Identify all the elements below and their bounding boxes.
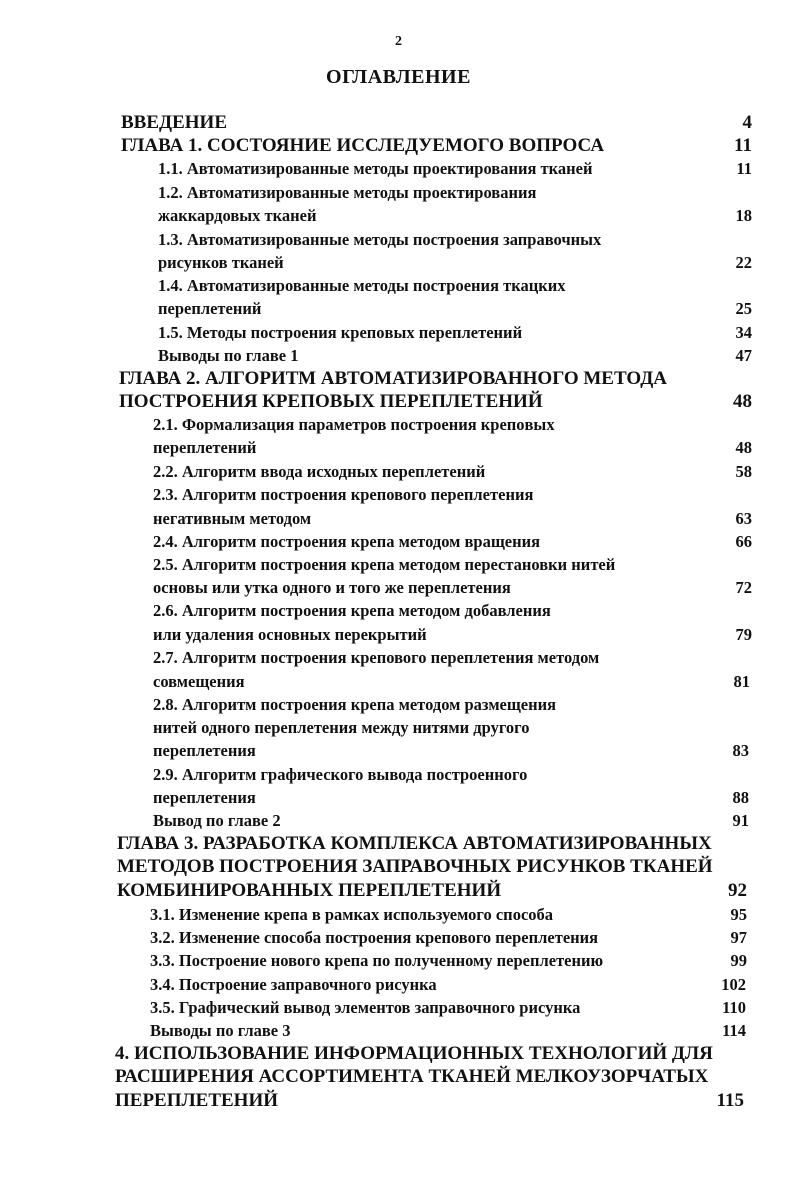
- toc-page-number: 79: [735, 625, 752, 644]
- toc-entry-2-8: 2.8. Алгоритм построения крепа методом размещения: [153, 695, 557, 714]
- toc-page-number: 25: [735, 299, 752, 318]
- toc-page-number: 48: [733, 391, 752, 412]
- toc-entry-3-3: 3.3. Построение нового крепа по полученному переплетению: [150, 951, 604, 970]
- toc-entry-2-5: 2.5. Алгоритм построения крепа методом перестановки нитей: [153, 555, 616, 574]
- toc-entry-chapter-2-cont: ПОСТРОЕНИЯ КРЕПОВЫХ ПЕРЕПЛЕТЕНИЙ: [119, 391, 543, 412]
- toc-entry-2-8-cont-2: переплетения: [153, 741, 256, 760]
- toc-entry-3-5: 3.5. Графический вывод элементов заправочного рисунка: [150, 998, 581, 1017]
- toc-entry-2-7: 2.7. Алгоритм построения крепового переплетения методом: [153, 648, 600, 667]
- toc-entry-chapter-4: 4. ИСПОЛЬЗОВАНИЕ ИНФОРМАЦИОННЫХ ТЕХНОЛОГИЙ ДЛЯ: [115, 1043, 713, 1064]
- toc-page-number: 11: [734, 135, 752, 156]
- toc-entry-2-6: 2.6. Алгоритм построения крепа методом добавления: [153, 601, 551, 620]
- toc-page-number: 92: [728, 880, 747, 901]
- toc-entry-2-4: 2.4. Алгоритм построения крепа методом вращения: [153, 532, 541, 551]
- toc-page-number: 115: [716, 1090, 744, 1111]
- toc-entry-chapter-4-cont-2: ПЕРЕПЛЕТЕНИЙ: [115, 1090, 279, 1111]
- toc-entry-2-8-cont: нитей одного переплетения между нитями другого: [153, 718, 530, 737]
- toc-page-number: 63: [735, 509, 752, 528]
- toc-entry-2-3: 2.3. Алгоритм построения крепового переплетения: [153, 485, 534, 504]
- toc-entry-1-4: 1.4. Автоматизированные методы построения ткацких: [158, 276, 566, 295]
- toc-page-number: 81: [733, 672, 750, 691]
- toc-entry-3-1: 3.1. Изменение крепа в рамках используемого способа: [150, 905, 554, 924]
- toc-entry-2-6-cont: или удаления основных перекрытий: [153, 625, 427, 644]
- toc-entry-2-1: 2.1. Формализация параметров построения крепoвых: [153, 415, 555, 434]
- toc-entry-2-9: 2.9. Алгоритм графического вывода построенного: [153, 765, 528, 784]
- toc-page-number: 34: [735, 323, 752, 342]
- toc-page-number: 114: [722, 1021, 746, 1040]
- toc-page-number: 72: [735, 578, 752, 597]
- toc-entry-2-5-cont: основы или утка одного и того же переплетения: [153, 578, 511, 597]
- toc-page-number: 66: [735, 532, 752, 551]
- toc-entry-2-2: 2.2. Алгоритм ввода исходных переплетений: [153, 462, 486, 481]
- toc-entry-conclusions-3: Выводы по главе 3: [150, 1021, 291, 1040]
- toc-entry-chapter-1: ГЛАВА 1. СОСТОЯНИЕ ИССЛЕДУЕМОГО ВОПРОСА: [121, 135, 605, 156]
- toc-page-number: 47: [735, 346, 752, 365]
- toc-entry-conclusions-1: Выводы по главе 1: [158, 346, 299, 365]
- toc-page-number: 83: [732, 741, 749, 760]
- toc-page-number: 58: [735, 462, 752, 481]
- toc-entry-3-2: 3.2. Изменение способа построения крепового переплетения: [150, 928, 599, 947]
- toc-page-number: 91: [732, 811, 749, 830]
- toc-page-number: 22: [735, 253, 752, 272]
- toc-page-number: 48: [735, 438, 752, 457]
- toc-entry-introduction: ВВЕДЕНИЕ: [121, 112, 227, 133]
- toc-entry-chapter-3: ГЛАВА 3. РАЗРАБОТКА КОМПЛЕКСА АВТОМАТИЗИРОВАННЫХ: [117, 833, 712, 854]
- toc-entry-chapter-3-cont: МЕТОДОВ ПОСТРОЕНИЯ ЗАПРАВОЧНЫХ РИСУНКОВ ТКАНЕЙ: [117, 856, 713, 877]
- toc-entry-chapter-4-cont: РАСШИРЕНИЯ АССОРТИМЕНТА ТКАНЕЙ МЕЛКОУЗОРЧАТЫХ: [115, 1066, 709, 1087]
- toc-page-number: 18: [735, 206, 752, 225]
- toc-page-number: 88: [732, 788, 749, 807]
- toc-entry-1-2-cont: жаккардовых тканей: [158, 206, 317, 225]
- toc-entry-conclusion-2: Вывод по главе 2: [153, 811, 281, 830]
- toc-entry-chapter-3-cont-2: КОМБИНИРОВАННЫХ ПЕРЕПЛЕТЕНИЙ: [117, 880, 502, 901]
- toc-entry-1-3-cont: рисунков тканей: [158, 253, 284, 272]
- toc-entry-1-3: 1.3. Автоматизированные методы построения заправочных: [158, 230, 602, 249]
- toc-entry-2-7-cont: совмещения: [153, 672, 245, 691]
- toc-entry-chapter-2: ГЛАВА 2. АЛГОРИТМ АВТОМАТИЗИРОВАННОГО МЕТОДА: [119, 368, 668, 389]
- page-title: ОГЛАВЛЕНИЕ: [326, 66, 471, 88]
- toc-entry-1-1: 1.1. Автоматизированные методы проектирования тканей: [158, 159, 593, 178]
- toc-entry-1-5: 1.5. Методы построения крепoвых переплетений: [158, 323, 523, 342]
- toc-page-number: 110: [722, 998, 746, 1017]
- toc-entry-1-4-cont: переплетений: [158, 299, 262, 318]
- toc-page-number: 102: [721, 975, 746, 994]
- toc-page-number: 99: [730, 951, 747, 970]
- toc-entry-2-1-cont: переплетений: [153, 438, 257, 457]
- toc-entry-2-9-cont: переплетения: [153, 788, 256, 807]
- toc-page-number: 11: [736, 159, 752, 178]
- toc-page-number: 4: [742, 112, 752, 133]
- toc-entry-1-2: 1.2. Автоматизированные методы проектирования: [158, 183, 537, 202]
- toc-entry-2-3-cont: негативным методом: [153, 509, 312, 528]
- toc-page-number: 97: [730, 928, 747, 947]
- toc-page-number: 95: [730, 905, 747, 924]
- toc-entry-3-4: 3.4. Построение заправочного рисунка: [150, 975, 437, 994]
- page-number: 2: [395, 34, 402, 49]
